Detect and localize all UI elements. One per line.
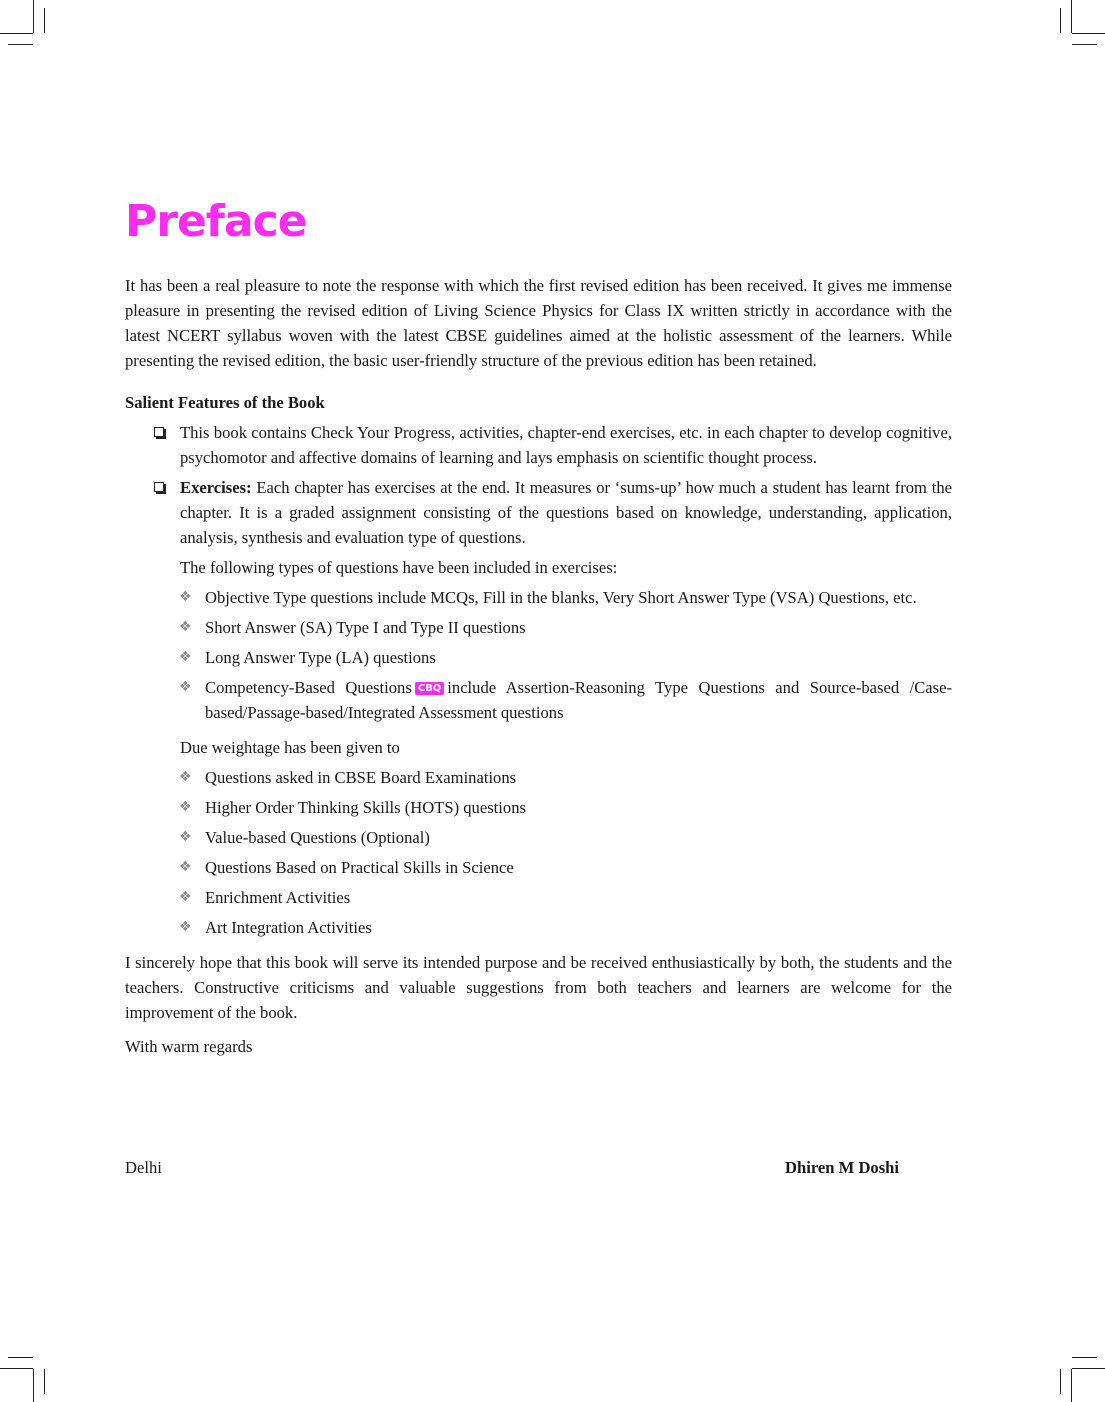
item-text: Objective Type questions include MCQs, Fill in the blanks, Very Short Answer Type (VSA) Questions, etc. <box>205 588 917 607</box>
item-text: Value-based Questions (Optional) <box>205 828 430 847</box>
item-text: Questions Based on Practical Skills in Science <box>205 858 514 877</box>
feature-label: Exercises: <box>180 478 252 497</box>
diamond-bullet-icon: ❖ <box>179 889 192 905</box>
author-name: Dhiren M Doshi <box>785 1158 900 1177</box>
checkbox-bullet-icon <box>154 482 164 492</box>
diamond-bullet-icon: ❖ <box>179 829 192 845</box>
list-item <box>179 765 952 790</box>
item-text: Competency-Based Questions <box>205 678 412 697</box>
list-item <box>179 585 952 610</box>
intro-paragraph: It has been a real pleasure to note the response with which the first revised edition has been received. It gives me immense pleasure in presenting the revised edition of Living Science Physics for Class IX written strictly in accordance with the latest NCERT syllabus woven with the latest CBSE guidelines aimed at the holistic assessment of the learners. While presenting the revised edition, the basic user-friendly structure of the previous edition has been retained. <box>125 276 952 370</box>
weightage-intro: Due weightage has been given to <box>180 738 400 757</box>
item-text: Long Answer Type (LA) questions <box>205 648 436 667</box>
feature-text: This book contains Check Your Progress, activities, chapter-end exercises, etc. in each chapter to develop cognitive, psychomotor and affective domains of learning and lays emphasis on scientific thought process. <box>180 423 952 467</box>
list-item <box>179 825 952 850</box>
item-text: Art Integration Activities <box>205 918 372 937</box>
weightage-list <box>180 765 952 940</box>
crop-mark <box>44 1369 45 1394</box>
list-item <box>179 885 952 910</box>
diamond-bullet-icon: ❖ <box>179 859 192 875</box>
list-item <box>179 615 952 640</box>
question-types-list <box>180 585 952 725</box>
diamond-bullet-icon: ❖ <box>179 589 192 605</box>
crop-mark <box>1060 1369 1061 1394</box>
crop-mark <box>33 1369 34 1402</box>
crop-mark <box>0 33 33 34</box>
diamond-bullet-icon: ❖ <box>179 799 192 815</box>
crop-mark <box>1072 1357 1097 1358</box>
list-item <box>179 675 952 725</box>
diamond-bullet-icon: ❖ <box>179 619 192 635</box>
feature-text: Each chapter has exercises at the end. It measures or ‘sums-up’ how much a student has learnt from the chapter. It is a graded assignment consisting of the questions based on knowledge, understanding, application, analysis, synthesis and evaluation type of questions. <box>180 478 952 547</box>
types-intro: The following types of questions have been included in exercises: <box>180 558 618 577</box>
checkbox-bullet-icon <box>154 427 164 437</box>
crop-mark <box>8 44 33 45</box>
crop-mark <box>33 0 34 33</box>
list-item <box>179 795 952 820</box>
item-text: Short Answer (SA) Type I and Type II questions <box>205 618 526 637</box>
features-heading: Salient Features of the Book <box>125 393 325 412</box>
item-text: Enrichment Activities <box>205 888 351 907</box>
crop-mark <box>44 8 45 33</box>
item-text: include Assertion-Reasoning Type Questions and Source-based /Case-based/Passage-based/Integrated Assessment questions <box>205 678 952 722</box>
closing-paragraph: I sincerely hope that this book will serve its intended purpose and be received enthusiastically by both, the students and the teachers. Constructive criticisms and valuable suggestions from both teachers and learners are welcome for the improvement of the book. <box>125 953 952 1022</box>
diamond-bullet-icon: ❖ <box>179 649 192 665</box>
page-title: Preface <box>125 196 307 247</box>
diamond-bullet-icon: ❖ <box>179 919 192 935</box>
list-item <box>179 855 952 880</box>
list-item <box>179 645 952 670</box>
crop-mark <box>1071 0 1072 33</box>
list-item <box>179 915 952 940</box>
crop-mark <box>1071 1369 1072 1402</box>
place: Delhi <box>125 1158 162 1177</box>
item-text: Questions asked in CBSE Board Examinations <box>205 768 517 787</box>
crop-mark <box>0 1368 33 1369</box>
crop-mark <box>1072 44 1097 45</box>
diamond-bullet-icon: ❖ <box>179 679 192 695</box>
item-text: Higher Order Thinking Skills (HOTS) questions <box>205 798 526 817</box>
cbq-badge: CBQ <box>415 682 444 695</box>
crop-mark <box>1060 8 1061 33</box>
regards: With warm regards <box>125 1037 253 1056</box>
diamond-bullet-icon: ❖ <box>179 769 192 785</box>
features-list <box>125 420 952 940</box>
crop-mark <box>1072 1368 1105 1369</box>
crop-mark <box>1072 33 1105 34</box>
list-item <box>180 420 952 470</box>
crop-mark <box>8 1357 33 1358</box>
list-item <box>180 475 952 940</box>
preface-body <box>125 273 952 1059</box>
